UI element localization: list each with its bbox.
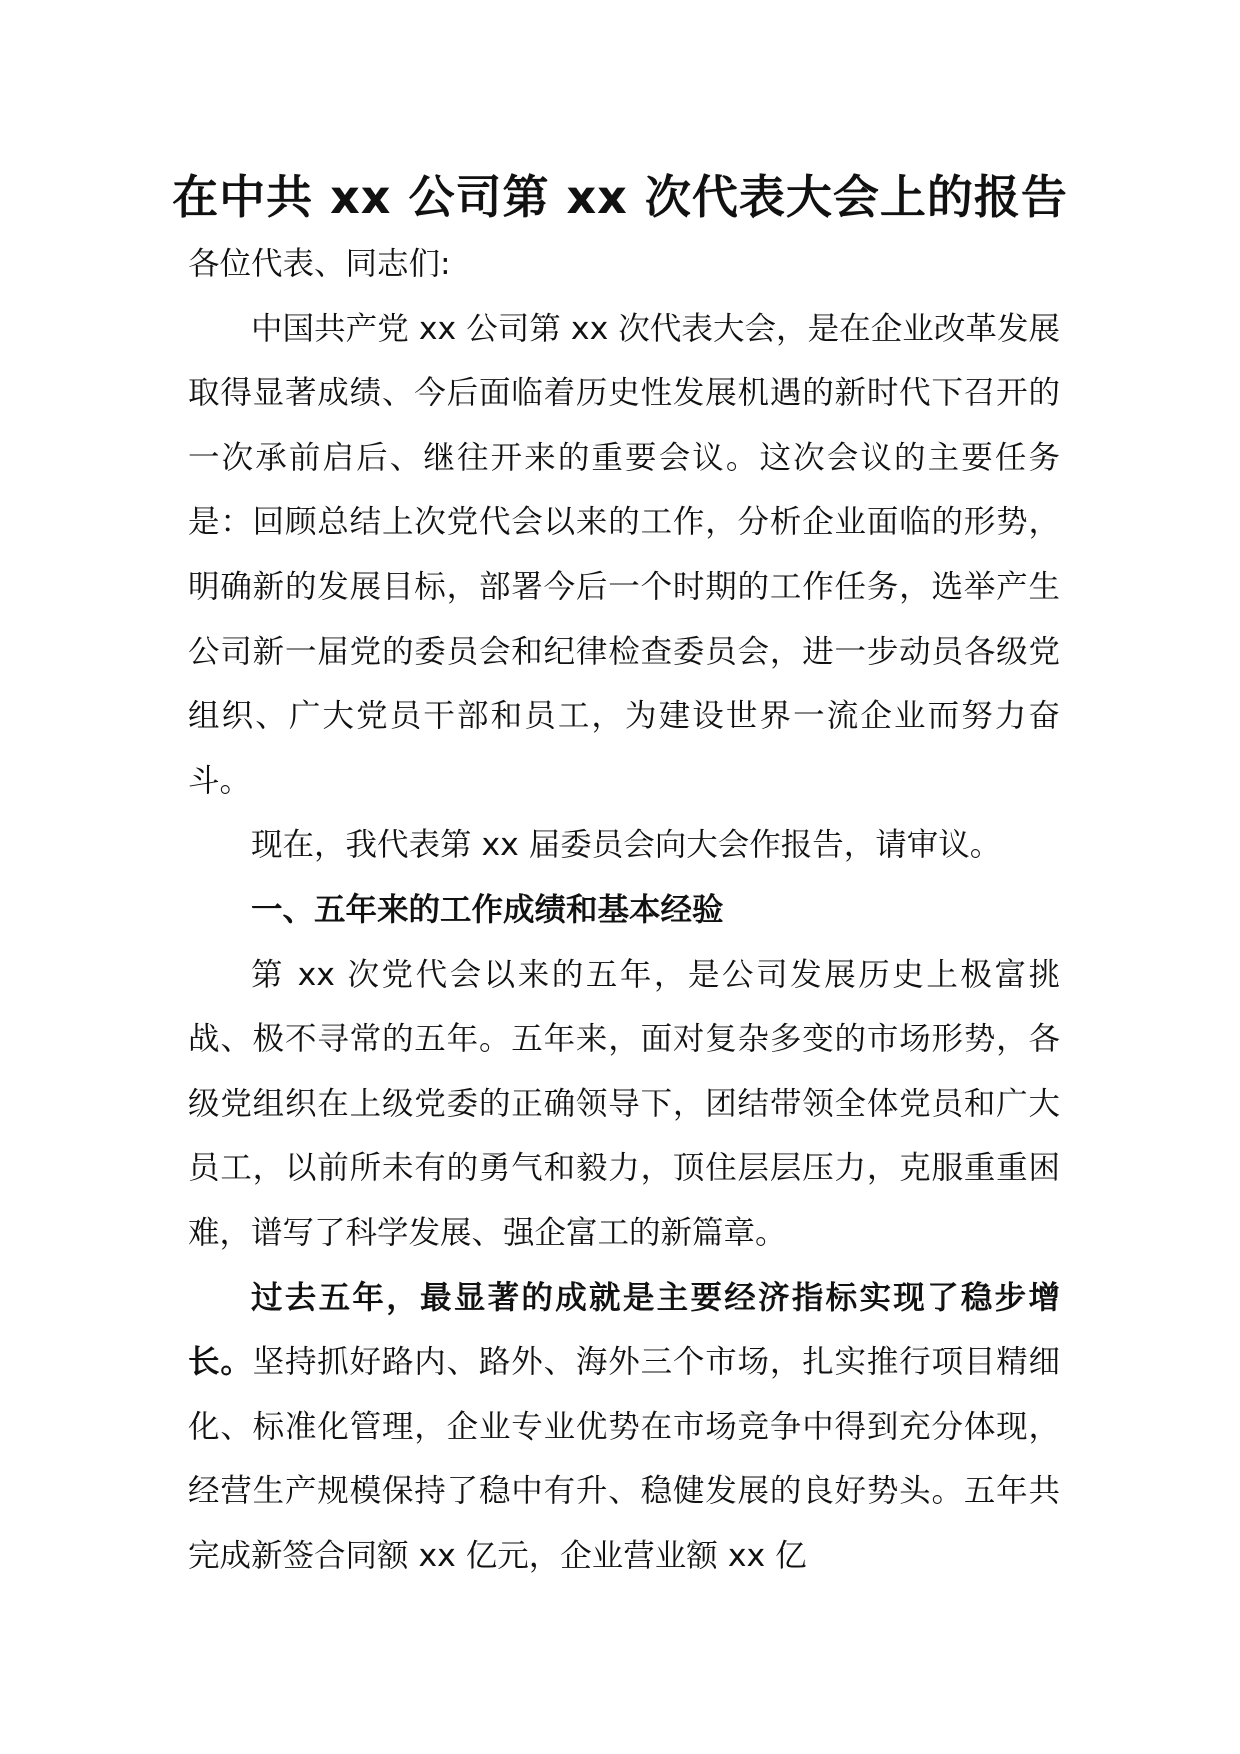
- paragraph-lead-sentence: 过去五年，最显著的成就是主要经济指标实现了稳步增长。: [188, 1279, 1060, 1381]
- document-title: 在中共 xx 公司第 xx 次代表大会上的报告: [172, 170, 1068, 224]
- paragraph-five-years: 第 xx 次党代会以来的五年，是公司发展历史上极富挑战、极不寻常的五年。五年来，面对复杂多变的市场形势，各级党组织在上级党委的正确领导下，团结带领全体党员和广大员工，以前所未有的勇气和毅力，顶住层层压力，克服重重困难，谱写了科学发展、强企富工的新篇章。: [188, 956, 1060, 1251]
- paragraph-report-statement: 现在，我代表第 xx 届委员会向大会作报告，请审议。: [251, 827, 1002, 864]
- document-body: [188, 232, 1060, 1588]
- paragraph-intro: 中国共产党 xx 公司第 xx 次代表大会，是在企业改革发展取得显著成绩、今后面临着历史性发展机遇的新时代下召开的一次承前启后、继往开来的重要会议。这次会议的主要任务是：回顾总结上次党代会以来的工作，分析企业面临的形势，明确新的发展目标，部署今后一个时期的工作任务，选举产生公司新一届党的委员会和纪律检查委员会，进一步动员各级党组织、广大党员干部和员工，为建设世界一流企业而努力奋斗。: [188, 310, 1060, 799]
- paragraph-achievements-text: 坚持抓好路内、路外、海外三个市场，扎实推行项目精细化、标准化管理，企业专业优势在市场竞争中得到充分体现，经营生产规模保持了稳中有升、稳健发展的良好势头。五年共完成新签合同额 xx 亿元，企业营业额 xx 亿: [188, 1344, 1060, 1574]
- section-heading-1: 一、五年来的工作成绩和基本经验: [251, 891, 724, 928]
- salutation: 各位代表、同志们:: [188, 246, 451, 282]
- paragraph-achievements: [188, 1266, 1060, 1589]
